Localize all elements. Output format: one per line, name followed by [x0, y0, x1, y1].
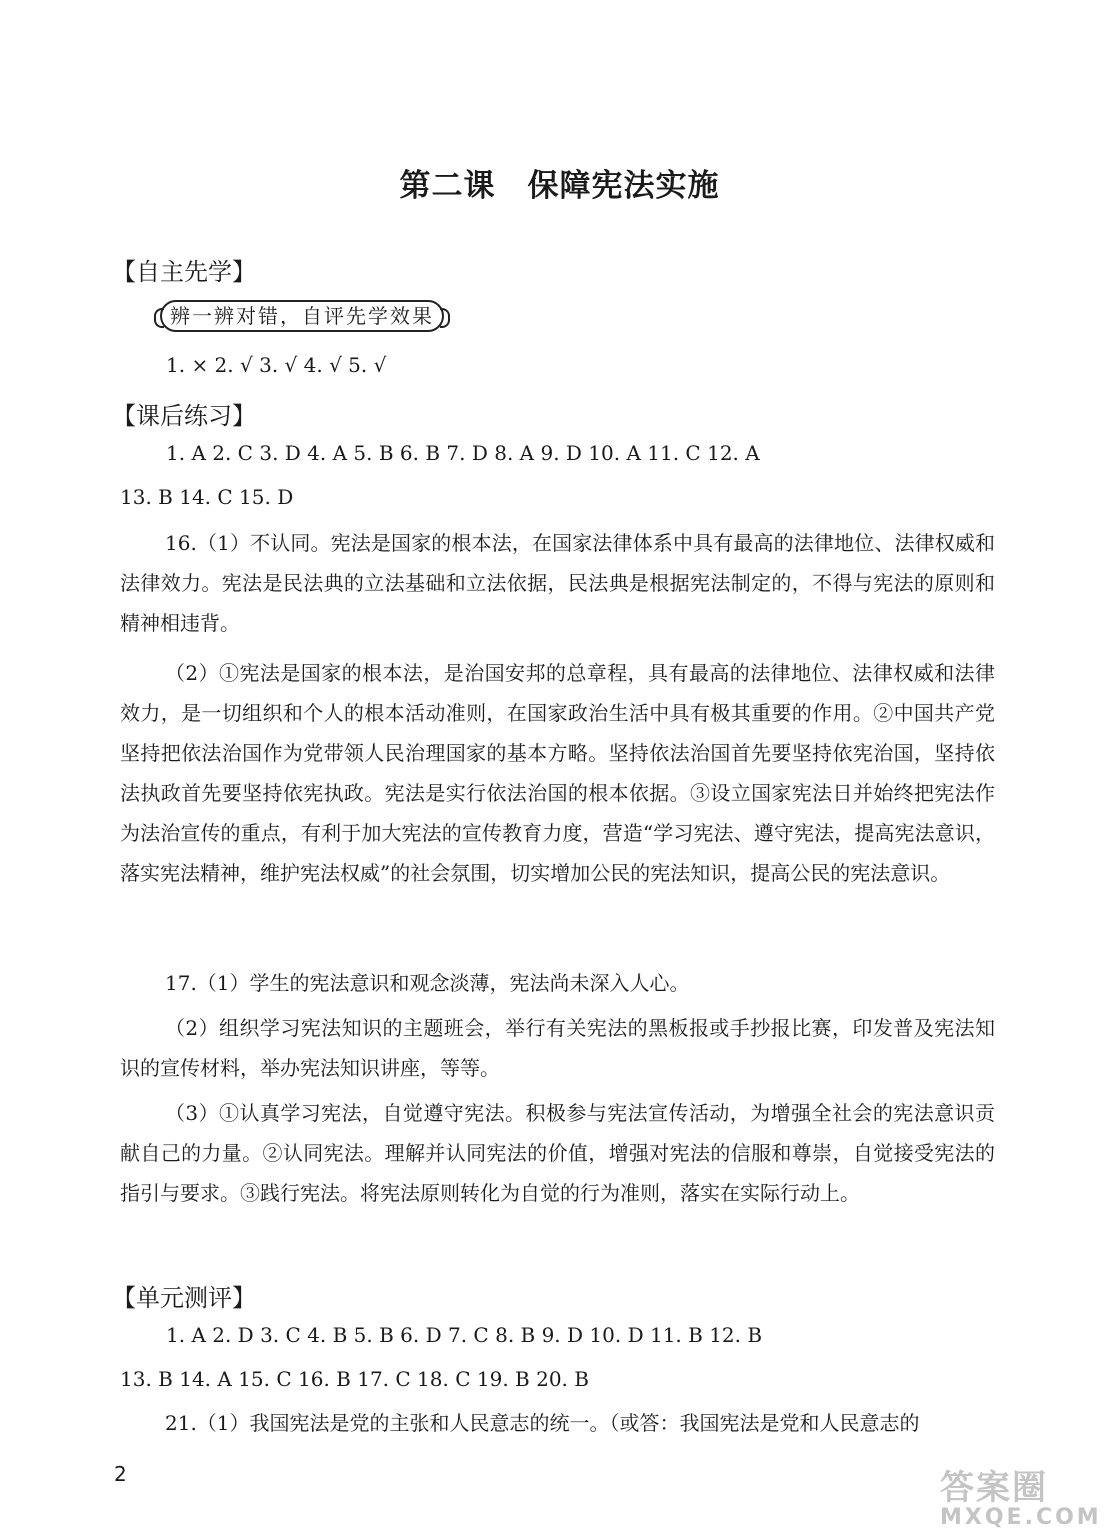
section-heading-unit-test: 【单元测评】 — [112, 1284, 256, 1312]
answer-paragraph: 21.（1）我国宪法是党的主张和人民意志的统一。（或答：我国宪法是党和人民意志的 — [165, 1411, 920, 1435]
answer-paragraph: 17.（1）学生的宪法意识和观念淡薄，宪法尚未深入人心。 — [165, 971, 690, 995]
answer-paragraph: （2）组织学习宪法知识的主题班会，举行有关宪法的黑板报或手抄报比赛，印发普及宪法知识的宣传材料，举办宪法知识讲座，等等。 — [120, 1016, 995, 1080]
watermark-logo: 答案圈 — [940, 1468, 1048, 1508]
section-heading-practice: 【课后练习】 — [112, 402, 256, 430]
answer-line: 13. B 14. A 15. C 16. B 17. C 18. C 19. B 20. B — [120, 1367, 589, 1391]
watermark-url: MXQE.COM — [940, 1505, 1102, 1530]
self-check-banner: 辨一辨对错，自评先学效果 — [160, 300, 444, 332]
page-number: 2 — [114, 1462, 127, 1486]
answer-line: 1. A 2. C 3. D 4. A 5. B 6. B 7. D 8. A 9. D 10. A 11. C 12. A — [166, 441, 760, 465]
section-heading-self-study: 【自主先学】 — [112, 258, 256, 286]
answer-paragraph: （2）①宪法是国家的根本法，是治国安邦的总章程，具有最高的法律地位、法律权威和法律效力，是一切组织和个人的根本活动准则，在国家政治生活中具有极其重要的作用。②中国共产党坚持把依法治国作为党带领人民治理国家的基本方略。坚持依法治国首先要坚持依宪治国，坚持依法执政首先要坚持依宪执政。宪法是实行依法治国的根本依据。③设立国家宪法日并始终把宪法作为法治宣传的重点，有利于加大宪法的宣传教育力度，营造“学习宪法、遵守宪法，提高宪法意识，落实宪法精神，维护宪法权威”的社会氛围，切实增加公民的宪法知识，提高公民的宪法意识。 — [120, 661, 995, 885]
page-title: 第二课 保障宪法实施 — [399, 168, 720, 204]
answer-paragraph: 16.（1）不认同。宪法是国家的根本法，在国家法律体系中具有最高的法律地位、法律权威和法律效力。宪法是民法典的立法基础和立法依据，民法典是根据宪法制定的，不得与宪法的原则和精神相违背。 — [120, 531, 995, 635]
answer-line: 13. B 14. C 15. D — [120, 485, 294, 509]
answer-paragraph: （3）①认真学习宪法，自觉遵守宪法。积极参与宪法宣传活动，为增强全社会的宪法意识贡献自己的力量。②认同宪法。理解并认同宪法的价值，增强对宪法的信服和尊崇，自觉接受宪法的指引与要求。③践行宪法。将宪法原则转化为自觉的行为准则，落实在实际行动上。 — [120, 1101, 995, 1205]
answer-line: 1. A 2. D 3. C 4. B 5. B 6. D 7. C 8. B 9. D 10. D 11. B 12. B — [166, 1323, 763, 1347]
watermark — [940, 1470, 1116, 1532]
answer-line: 1. × 2. √ 3. √ 4. √ 5. √ — [166, 353, 387, 377]
